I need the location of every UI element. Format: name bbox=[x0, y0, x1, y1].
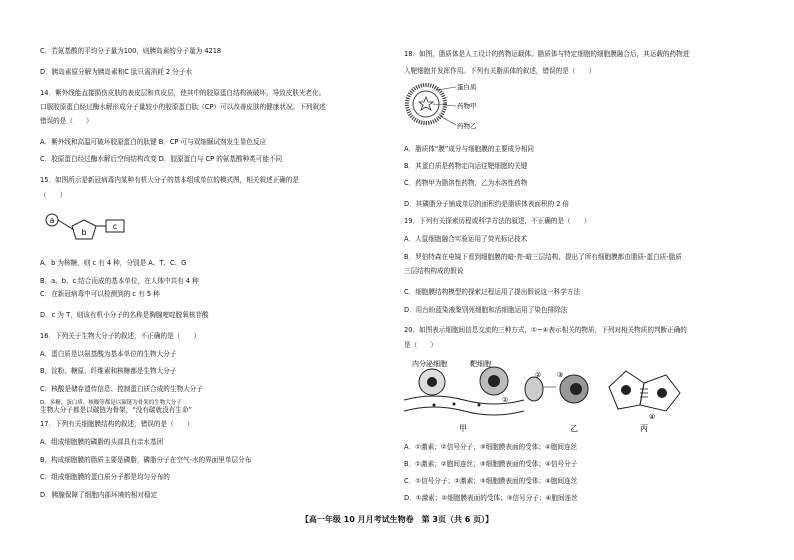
q14-options-cd: C．胶原蛋白经过酶水解后空间结构改变 D．胶原蛋白与 CP 的氨基酸种类可能不同 bbox=[40, 155, 283, 163]
q16-option-a: A．蛋白质是以氨基酸为基本单位的生物大分子 bbox=[40, 350, 177, 358]
nucleotide-diagram bbox=[40, 206, 160, 246]
q17-stem: 17．下列有关细胞膜结构的叙述，错误的是（ ） bbox=[40, 420, 194, 428]
drug-star bbox=[419, 97, 433, 110]
vessel-lower bbox=[404, 407, 524, 415]
q13-option-d: D．胰岛素原分解为胰岛素和C 肽只需消耗 2 分子水 bbox=[40, 68, 193, 76]
q16-option-c: C．核酸是储存遗传信息、控制蛋白质合成的生物大分子 bbox=[40, 385, 203, 393]
q16-option-d-hidden: D．多糖、蛋白质、核酸等都是以碳链为骨架的生物大分子 bbox=[40, 400, 182, 406]
q16-stem: 16．下列关于生物大分子的叙述，不正确的是（ ） bbox=[40, 332, 201, 340]
q15-option-c: C．在新冠病毒中可以检测到的 c 有 5 种 bbox=[40, 290, 160, 298]
q16-option-b: B．淀粉、糖原、纤维素和核糖都是生物大分子 bbox=[40, 367, 177, 375]
q19-option-d: D．用台盼蓝染液鉴别死细胞和活细胞运用了染色排除法 bbox=[404, 306, 568, 314]
q18-option-a: A．脂质体“膜”成分与细胞膜的主要成分相同 bbox=[404, 145, 535, 153]
q20-option-d: D．①激素；②细胞膜表面的受体；③信号分子；④胞间连丝 bbox=[404, 494, 578, 502]
q18-stem-line2: 入靶细胞并发挥作用。下列有关脂质体的叙述，错误的是（ ） bbox=[404, 67, 596, 75]
label-protein: 蛋白质 bbox=[457, 83, 477, 91]
q20-stem-line2: 是（ ） bbox=[404, 341, 437, 349]
q19-option-a: A．人鼠细胞融合实验运用了荧光标记技术 bbox=[404, 235, 528, 243]
signal-cell bbox=[525, 377, 543, 401]
receiving-nucleus bbox=[570, 383, 582, 395]
hormone-dot-1 bbox=[433, 404, 436, 407]
cell-communication-diagram bbox=[404, 357, 694, 437]
q19-option-b-line1: B．罗伯特森在电镜下看到细胞膜的暗-亮-暗三层结构，提出了所有细胞膜都由脂质-蛋白质-脂质 bbox=[404, 253, 682, 261]
bond-line-1 bbox=[58, 220, 74, 230]
label-num3: ③ bbox=[557, 371, 564, 379]
q20-option-c: C．①信号分子；②激素；③细胞膜表面的受体；④胞间连丝 bbox=[404, 477, 578, 485]
q19-option-c: C．细胞膜结构模型的探索过程运用了提出假说这一科学方法 bbox=[404, 288, 581, 296]
label-num1: ① bbox=[502, 396, 509, 404]
leader-drug-b bbox=[440, 116, 456, 125]
plant-nucleus-1 bbox=[621, 385, 631, 395]
label-bing: 丙 bbox=[640, 424, 648, 433]
plant-nucleus-2 bbox=[657, 388, 667, 398]
q13-option-c: C．若氨基酸的平均分子量为100，则胰岛素的分子量为 4218 bbox=[40, 47, 222, 55]
q14-stem-line1: 14．紫外线能直接损伤皮肤的表皮层和真皮层，使其中的胶原蛋白结构被破坏，导致皮肤光老化。 bbox=[40, 89, 326, 97]
q20-option-b: B．①激素；②胞间连丝；③细胞膜表面的受体；④信号分子 bbox=[404, 460, 578, 468]
secretory-nucleus bbox=[427, 377, 437, 387]
q17-option-c: C．组成细胞膜的蛋白质分子都是均匀分布的 bbox=[40, 473, 170, 481]
label-target-cell: 靶细胞 bbox=[470, 360, 491, 368]
q17-option-d: D．胰腺保障了细胞内部环境的相对稳定 bbox=[40, 491, 158, 499]
target-nucleus bbox=[488, 375, 500, 387]
label-num2: ② bbox=[535, 371, 542, 379]
q17-option-b: B．构成细胞膜的脂质主要是磷脂，磷脂分子在空气-水的界面里单层分布 bbox=[40, 456, 252, 464]
q15-stem-line1: 15．如图所示是新冠病毒内某种有机大分子的基本组成单位的模式图，相关叙述正确的是 bbox=[40, 176, 299, 184]
q20-option-a: A．①激素；②信号分子；③细胞膜表面的受体；④胞间连丝 bbox=[404, 443, 578, 451]
q15-option-b: B．a、b、c 结合而成的基本单位，在人体中共有 4 种 bbox=[40, 277, 199, 285]
q18-option-c: C．药物甲为脂溶性药物，乙为水溶性药物 bbox=[404, 179, 528, 187]
q18-stem-line1: 18．如图，脂质体是人工设计的药物运载体。脂质体与特定细胞的细胞膜融合后，其运载的药物进 bbox=[404, 50, 690, 58]
hormone-dot-3 bbox=[478, 404, 481, 407]
label-yi: 乙 bbox=[570, 424, 578, 433]
q14-stem-line2: 口服胶原蛋白经过酶水解形成分子量较小的胶原蛋白肽（CP）可以改善皮肤的健康状况。下列叙述 bbox=[40, 103, 326, 111]
label-drug-a: 药物甲 bbox=[457, 102, 477, 110]
liposome-diagram bbox=[404, 78, 524, 140]
label-b: b bbox=[81, 228, 87, 237]
label-a: a bbox=[49, 216, 55, 225]
label-num4: ④ bbox=[649, 413, 656, 421]
q17-option-a: A．组成细胞膜的磷脂的头部具有亲水基团 bbox=[40, 438, 164, 446]
q15-stem-line2: （ ） bbox=[40, 191, 67, 199]
label-drug-b: 药物乙 bbox=[457, 122, 477, 130]
q18-option-b: B．其蛋白质是药物定向运往靶细胞的关键 bbox=[404, 162, 528, 170]
leader-protein bbox=[437, 87, 456, 90]
label-jia: 甲 bbox=[459, 424, 467, 433]
hormone-dot-2 bbox=[453, 403, 456, 406]
q16-option-d: 生物大分子都是以碳链为骨架，“没有碳就没有生命” bbox=[40, 406, 192, 414]
q14-stem-line3: 错误的是（ ） bbox=[40, 117, 93, 125]
q19-stem: 19．下列有关探索历程或科学方法的叙述，不正确的是（ ） bbox=[404, 217, 591, 225]
label-c: c bbox=[112, 222, 118, 231]
q15-option-d: D．c 为 T，则该有机小分子的名称是胸腺嘧啶脱氧核苷酸 bbox=[40, 311, 209, 319]
label-secretory-cell: 内分泌细胞 bbox=[412, 360, 447, 368]
q15-option-a: A．b 为核糖，则 c 有 4 种，分别是 A、T、C、G bbox=[40, 259, 187, 267]
q20-stem-line1: 20．如图表示细胞间信息交流的三种方式，①~④表示相关的物质，下列对相关物质的判断正确的 bbox=[404, 326, 687, 334]
q14-options-ab: A．紫外线和高温可破坏胶原蛋白的肽键 B．CP 可与双缩脲试剂发生显色反应 bbox=[40, 138, 267, 146]
q18-option-d: D．其磷脂分子铺成单层的面积约是脂质体表面积的 2 倍 bbox=[404, 200, 570, 208]
page-footer: 【高一年级 10 月月考试生物卷 第 3页（共 6 页）】 bbox=[300, 515, 494, 524]
q19-option-b-line2: 三层结构构成的假说 bbox=[404, 267, 464, 275]
